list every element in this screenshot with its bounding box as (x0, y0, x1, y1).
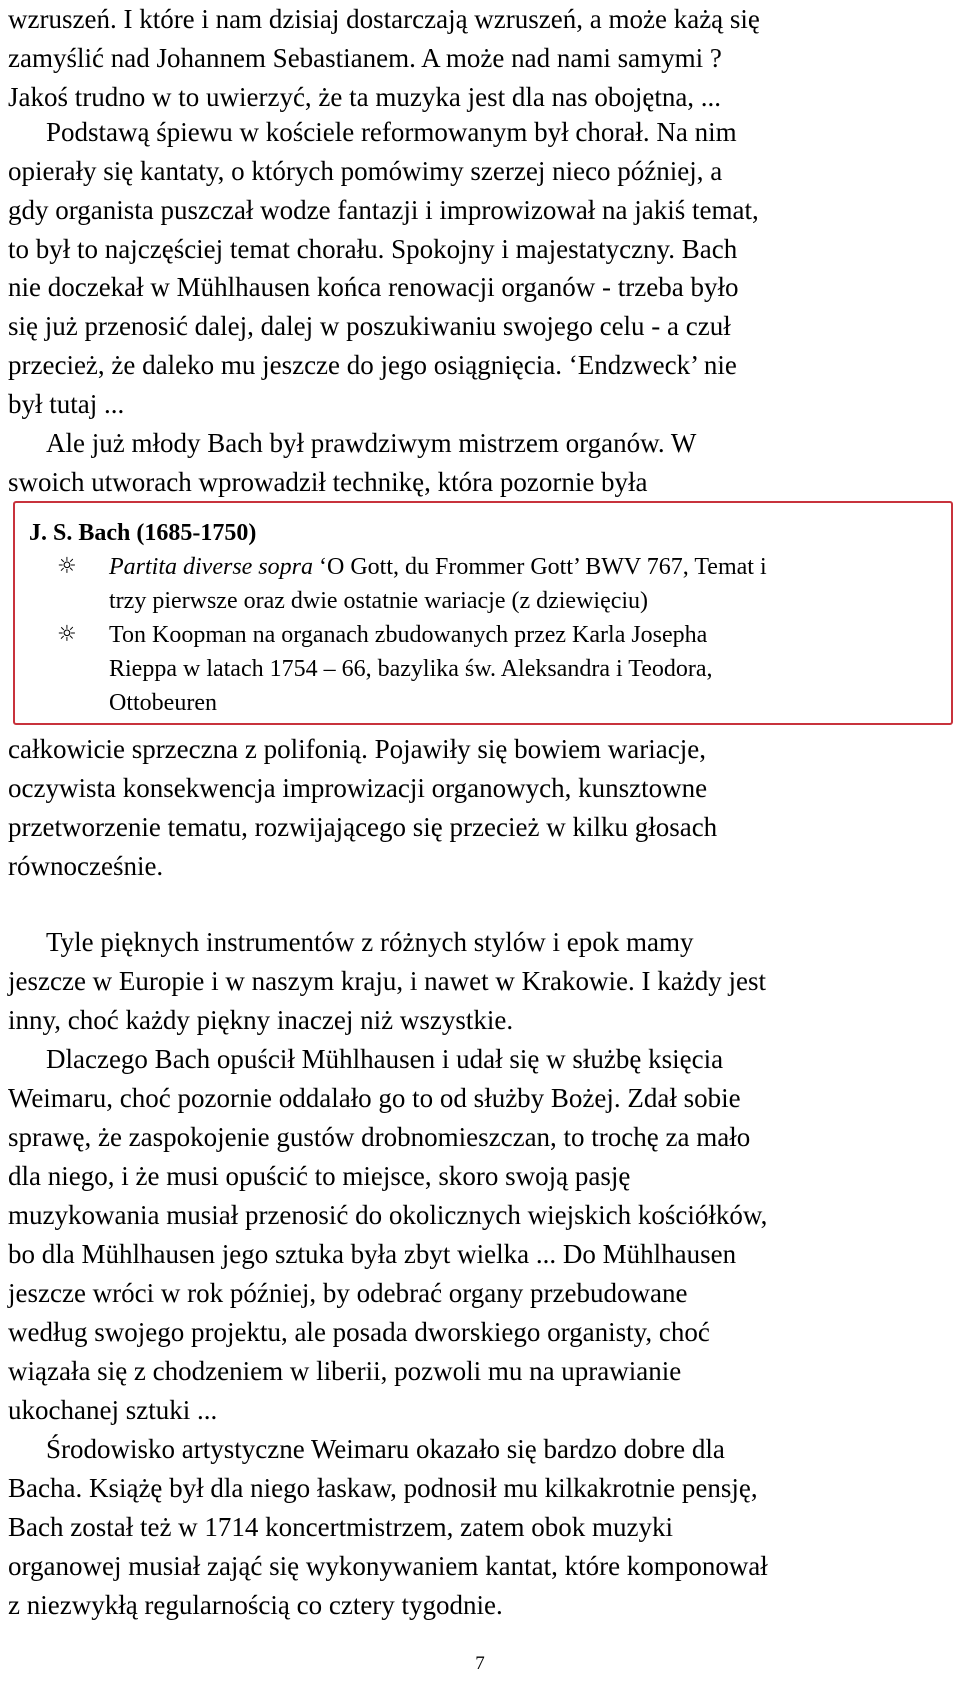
text-line: zamyślić nad Johannem Sebastianem. A może nad nami samymi ? (8, 43, 722, 73)
box-item-2-line-1: Ton Koopman na organach zbudowanych przez Karla Josepha (109, 622, 708, 648)
text-line: całkowicie sprzeczna z polifonią. Pojawiły się bowiem wariacje, (8, 734, 706, 764)
text-line: Dlaczego Bach opuścił Mühlhausen i udał się w służbę księcia (46, 1044, 724, 1074)
work-detail: ‘O Gott, du Frommer Gott’ BWV 767, Temat i (313, 554, 767, 580)
text-line: to był to najczęściej temat chorału. Spokojny i majestatyczny. Bach (8, 234, 738, 264)
work-title: Partita diverse sopra (109, 554, 313, 580)
music-listening-box (13, 501, 953, 725)
text-line: przecież, że daleko mu jeszcze do jego osiągnięcia. ‘Endzweck’ nie (8, 350, 737, 380)
box-item-2-line-3: Ottobeuren (109, 690, 217, 716)
text-line: nie doczekał w Mühlhausen końca renowacji organów - trzeba było (8, 272, 739, 302)
text-line: inny, choć każdy piękny inaczej niż wszystkie. (8, 1005, 514, 1035)
text-line: był tutaj ... (8, 389, 125, 419)
text-line: przetworzenie tematu, rozwijającego się przecież w kilku głosach (8, 812, 718, 842)
text-line: Środowisko artystyczne Weimaru okazało się bardzo dobre dla (46, 1434, 725, 1464)
box-item-1-line-2: trzy pierwsze oraz dwie ostatnie wariacje (z dziewięciu) (109, 588, 649, 614)
text-line: Weimaru, choć pozornie oddalało go to od służby Bożej. Zdał sobie (8, 1083, 741, 1113)
text-line: Ale już młody Bach był prawdziwym mistrzem organów. W (46, 428, 697, 458)
text-line: opierały się kantaty, o których pomówimy szerzej nieco później, a (8, 156, 723, 186)
box-item-1-line-1 (109, 550, 767, 584)
text-line: wzruszeń. I które i nam dzisiaj dostarczają wzruszeń, a może każą się (8, 4, 760, 34)
text-line: Tyle pięknych instrumentów z różnych stylów i epok mamy (46, 927, 694, 957)
text-line: z niezwykłą regularnością co cztery tygodnie. (8, 1590, 503, 1620)
sun-icon: ☼ (57, 554, 77, 579)
text-line: bo dla Mühlhausen jego sztuka była zbyt wielka ... Do Mühlhausen (8, 1239, 737, 1269)
text-line: swoich utworach wprowadził technikę, która pozornie była (8, 467, 648, 497)
text-line: gdy organista puszczał wodze fantazji i improwizował na jakiś temat, (8, 195, 759, 225)
text-line: ukochanej sztuki ... (8, 1395, 218, 1425)
text-line: jeszcze w Europie i w naszym kraju, i nawet w Krakowie. I każdy jest (8, 966, 766, 996)
text-line: Podstawą śpiewu w kościele reformowanym był chorał. Na nim (46, 117, 737, 147)
text-line: jeszcze wróci w rok później, by odebrać organy przebudowane (8, 1278, 688, 1308)
text-line: się już przenosić dalej, dalej w poszukiwaniu swojego celu - a czuł (8, 311, 731, 341)
text-line: dla niego, i że musi opuścić to miejsce, skoro swoją pasję (8, 1161, 631, 1191)
text-line: Jakoś trudno w to uwierzyć, że ta muzyka jest dla nas obojętna, ... (8, 82, 722, 112)
text-line: według swojego projektu, ale posada dworskiego organisty, choć (8, 1317, 710, 1347)
text-line: równocześnie. (8, 851, 164, 881)
page-number: 7 (475, 1653, 485, 1674)
box-item-2-line-2: Rieppa w latach 1754 – 66, bazylika św. Aleksandra i Teodora, (109, 656, 713, 682)
text-line: oczywista konsekwencja improwizacji organowych, kunsztowne (8, 773, 708, 803)
text-line: organowej musiał zająć się wykonywaniem kantat, które komponował (8, 1551, 768, 1581)
text-line: Bacha. Książę był dla niego łaskaw, podnosił mu kilkakrotnie pensję, (8, 1473, 758, 1503)
text-line: Bach został też w 1714 koncertmistrzem, zatem obok muzyki (8, 1512, 674, 1542)
text-line: sprawę, że zaspokojenie gustów drobnomieszczan, to trochę za mało (8, 1122, 751, 1152)
text-line: muzykowania musiał przenosić do okolicznych wiejskich kościółków, (8, 1200, 768, 1230)
sun-icon: ☼ (57, 622, 77, 647)
text-line: wiązała się z chodzeniem w liberii, pozwoli mu na uprawianie (8, 1356, 682, 1386)
box-heading: J. S. Bach (1685-1750) (29, 520, 257, 546)
